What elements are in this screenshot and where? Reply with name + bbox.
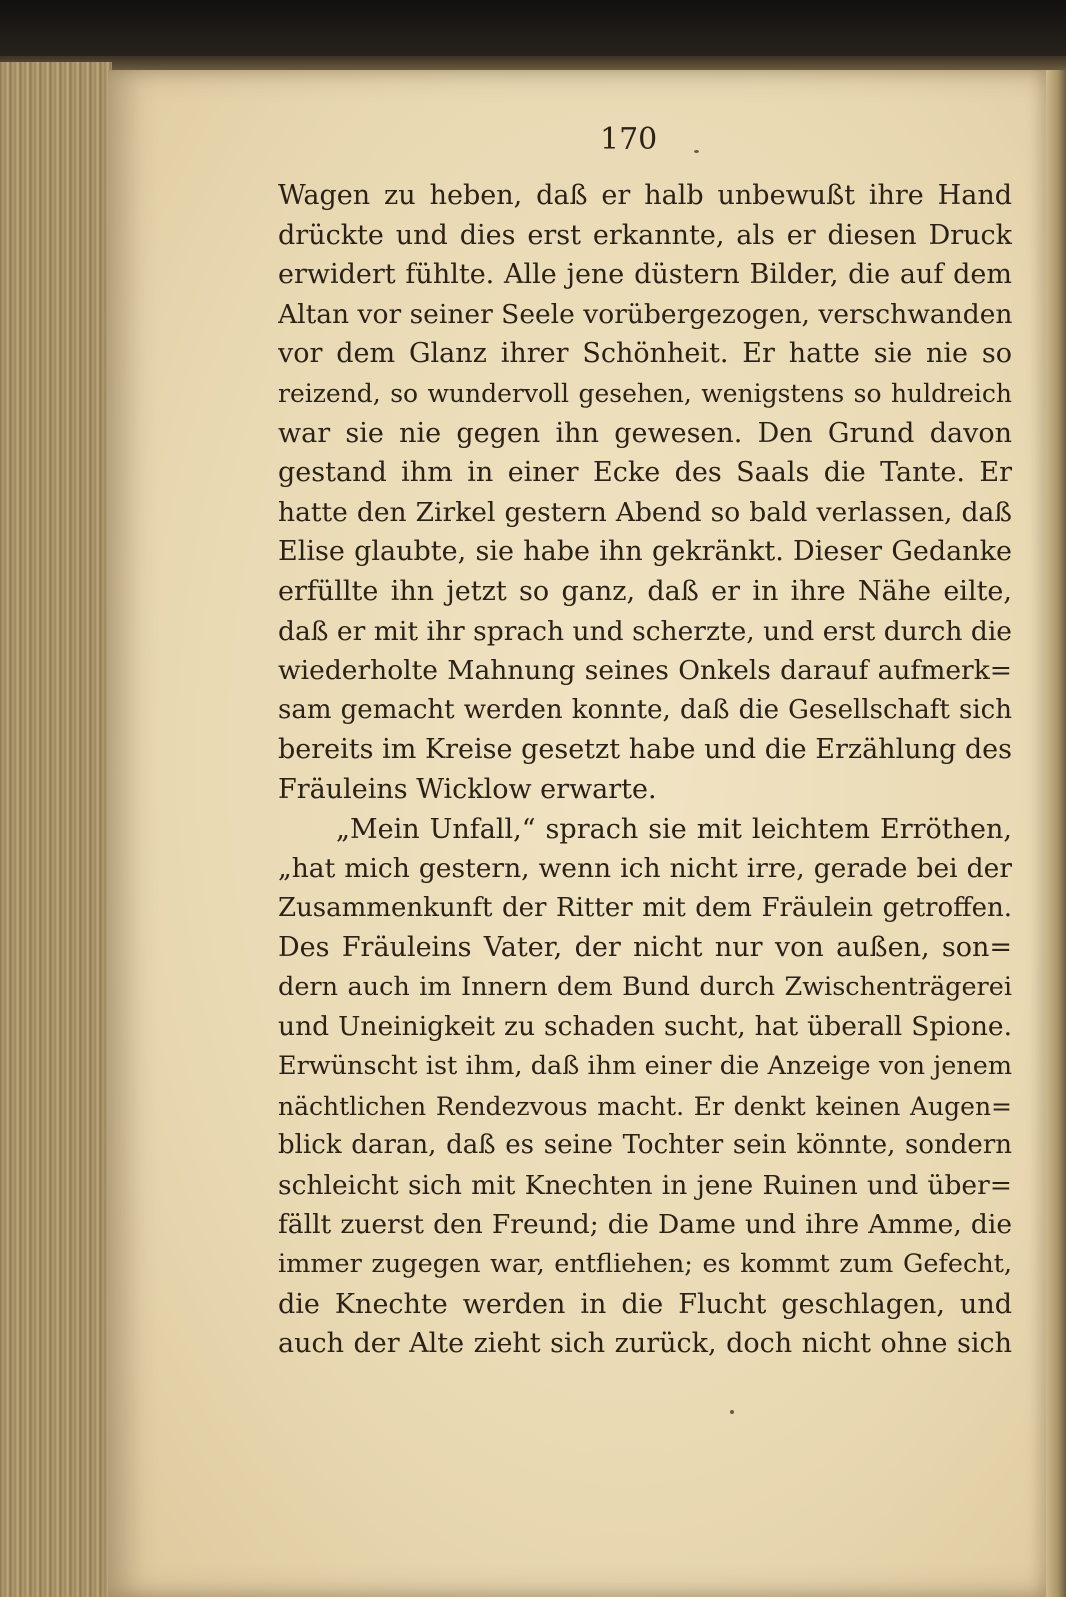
text-line: „Mein Unfall,“ sprach sie mit leichtem Erröthen, (336, 813, 1012, 845)
text-line: gestand ihm in einer Ecke des Saals die Tante. Er (278, 457, 1012, 489)
text-line: Altan vor seiner Seele vorübergezogen, verschwanden (278, 298, 1012, 330)
text-line: „hat mich gestern, wenn ich nicht irre, gerade bei der (278, 853, 1012, 885)
page-right-edge (1046, 70, 1066, 1597)
page-stack-top-edge (0, 56, 1066, 70)
text-line: bereits im Kreise gesetzt habe und die Erzählung des (278, 734, 1012, 766)
paper-spot (694, 150, 699, 153)
text-line: blick daran, daß es seine Tochter sein könnte, sondern (278, 1130, 1012, 1161)
text-line: schleicht sich mit Knechten in jene Ruinen und über= (278, 1169, 1012, 1201)
page-stack-left (0, 62, 112, 1597)
text-line: immer zugegen war, entfliehen; es kommt zum Gefecht, (278, 1249, 1012, 1280)
text-line: daß er mit ihr sprach und scherzte, und erst durch die (278, 615, 1012, 647)
text-line: Wagen zu heben, daß er halb unbewußt ihre Hand (278, 180, 1012, 211)
text-line: sam gemacht werden konnte, daß die Gesellschaft sich (278, 694, 1012, 725)
body-text (278, 176, 1012, 1364)
text-line: fällt zuerst den Freund; die Dame und ihre Amme, die (278, 1209, 1012, 1241)
text-line: reizend, so wundervoll gesehen, wenigstens so huldreich (278, 378, 1012, 408)
paper-spot (730, 1410, 734, 1414)
text-line: erfüllte ihn jetzt so ganz, daß er in ihre Nähe eilte, (278, 575, 1012, 607)
text-line: auch der Alte zieht sich zurück, doch nicht ohne sich (278, 1328, 1012, 1360)
text-line: die Knechte werden in die Flucht geschlagen, und (278, 1288, 1012, 1320)
text-line: Des Fräuleins Vater, der nicht nur von außen, son= (278, 932, 1012, 964)
text-line: Zusammenkunft der Ritter mit dem Fräulein getroffen. (278, 892, 1012, 923)
text-line: nächtlichen Rendezvous macht. Er denkt keinen Augen= (278, 1091, 1012, 1121)
text-line: und Uneinigkeit zu schaden sucht, hat überall Spione. (278, 1011, 1012, 1043)
text-line: drückte und dies erst erkannte, als er diesen Druck (278, 219, 1012, 251)
text-line: erwidert fühlte. Alle jene düstern Bilder, die auf dem (278, 259, 1012, 291)
top-shadow (0, 0, 1066, 62)
text-line: Fräuleins Wicklow erwarte. (278, 773, 657, 805)
text-line: war sie nie gegen ihn gewesen. Den Grund davon (278, 417, 1012, 449)
text-line: Elise glaubte, sie habe ihn gekränkt. Dieser Gedanke (278, 536, 1012, 568)
text-line: dern auch im Innern dem Bund durch Zwischenträgerei (278, 971, 1012, 1002)
text-line: hatte den Zirkel gestern Abend so bald verlassen, daß (278, 496, 1012, 528)
text-line: vor dem Glanz ihrer Schönheit. Er hatte sie nie so (278, 338, 1012, 370)
text-line: Erwünscht ist ihm, daß ihm einer die Anzeige von jenem (278, 1051, 1012, 1082)
text-line: wiederholte Mahnung seines Onkels darauf aufmerk= (278, 655, 1012, 687)
page-number: 170 (600, 122, 658, 157)
